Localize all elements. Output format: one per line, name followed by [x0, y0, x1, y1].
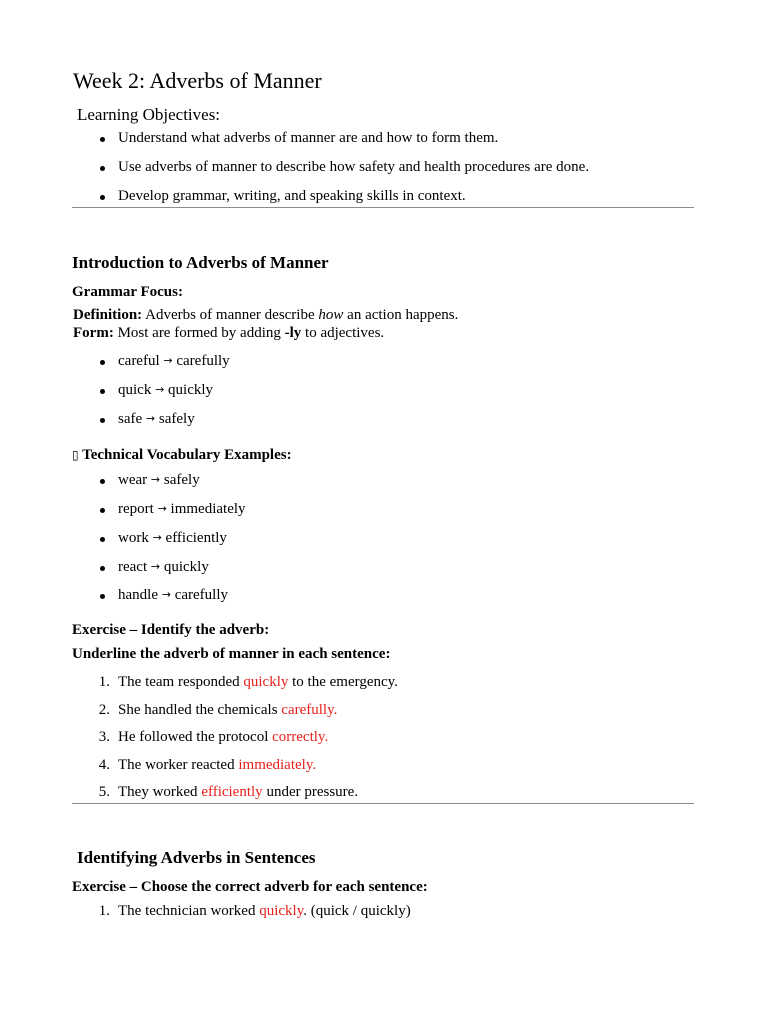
arrow-icon: →	[161, 588, 171, 601]
arrow-icon: →	[145, 412, 156, 425]
bullet-icon	[100, 137, 105, 142]
pair-item: safe → safely	[118, 411, 195, 427]
exercise-instruction: Underline the adverb of manner in each sentence:	[72, 646, 391, 662]
vocab-item: report → immediately	[118, 501, 246, 517]
vocab-item: wear → safely	[118, 472, 200, 488]
bullet-icon	[100, 418, 105, 423]
intro-heading: Introduction to Adverbs of Manner	[72, 253, 329, 272]
section2-heading: Identifying Adverbs in Sentences	[77, 848, 316, 867]
bullet-icon	[100, 360, 105, 365]
exercise-item: They worked efficiently under pressure.	[118, 784, 359, 800]
exercise-heading: Exercise – Choose the correct adverb for each sentence:	[72, 879, 428, 895]
missing-glyph-icon: ▯	[72, 448, 79, 462]
definition-label: Definition:	[73, 307, 143, 323]
objectives-heading: Learning Objectives:	[77, 105, 221, 124]
form-text: to adjectives.	[305, 325, 385, 341]
answer-adverb: immediately.	[238, 757, 317, 773]
bullet-icon	[100, 508, 105, 513]
arrow-icon: →	[163, 354, 173, 367]
bullet-icon	[100, 166, 105, 171]
exercise-item: The technician worked quickly. (quick / quickly)	[118, 903, 411, 919]
list-number: 4.	[98, 757, 110, 773]
page-title: Week 2: Adverbs of Manner	[73, 68, 322, 93]
answer-adverb: quickly	[243, 674, 289, 690]
list-number: 5.	[98, 784, 110, 800]
vocab-item: work → efficiently	[118, 530, 227, 546]
bullet-icon	[100, 566, 105, 571]
vocab-heading: ▯ Technical Vocabulary Examples:	[72, 447, 292, 463]
form-suffix: -ly	[284, 325, 302, 341]
exercise-item: The team responded quickly to the emergency.	[118, 674, 398, 690]
list-number: 3.	[98, 729, 110, 745]
definition-emphasis: how	[318, 307, 344, 323]
answer-adverb: efficiently	[201, 784, 263, 800]
bullet-icon	[100, 479, 105, 484]
bullet-icon	[100, 389, 105, 394]
answer-adverb: quickly	[259, 903, 304, 919]
form-line	[73, 325, 384, 342]
arrow-icon: →	[150, 560, 161, 573]
section-divider	[72, 207, 694, 208]
objective-item: Understand what adverbs of manner are and how to form them.	[118, 130, 499, 146]
bullet-icon	[100, 537, 105, 542]
definition-text: an action happens.	[347, 307, 459, 323]
definition-text: Adverbs of manner describe	[145, 307, 315, 323]
section-divider	[72, 803, 694, 804]
vocab-item: handle → carefully	[118, 587, 229, 603]
list-number: 1.	[98, 903, 110, 919]
exercise-item: The worker reacted immediately.	[118, 757, 317, 773]
answer-adverb: correctly.	[272, 729, 329, 745]
list-number: 1.	[98, 674, 110, 690]
list-number: 2.	[98, 702, 110, 718]
bullet-icon	[100, 594, 105, 599]
definition-line	[73, 307, 458, 324]
arrow-icon: →	[150, 473, 161, 486]
form-text: Most are formed by adding	[117, 325, 281, 341]
pair-item: quick → quickly	[118, 382, 214, 398]
answer-adverb: carefully.	[281, 702, 338, 718]
vocab-item: react → quickly	[118, 559, 209, 575]
pair-item: careful → carefully	[118, 353, 230, 369]
objective-item: Develop grammar, writing, and speaking skills in context.	[118, 188, 466, 204]
objective-item: Use adverbs of manner to describe how safety and health procedures are done.	[118, 159, 590, 175]
arrow-icon: →	[157, 502, 167, 515]
form-label: Form:	[73, 325, 114, 341]
exercise-item: He followed the protocol correctly.	[118, 729, 329, 745]
bullet-icon	[100, 195, 105, 200]
arrow-icon: →	[152, 531, 162, 544]
exercise-item: She handled the chemicals carefully.	[118, 702, 338, 718]
grammar-focus-label: Grammar Focus:	[72, 284, 183, 300]
exercise-heading: Exercise – Identify the adverb:	[72, 622, 270, 638]
arrow-icon: →	[155, 383, 165, 396]
